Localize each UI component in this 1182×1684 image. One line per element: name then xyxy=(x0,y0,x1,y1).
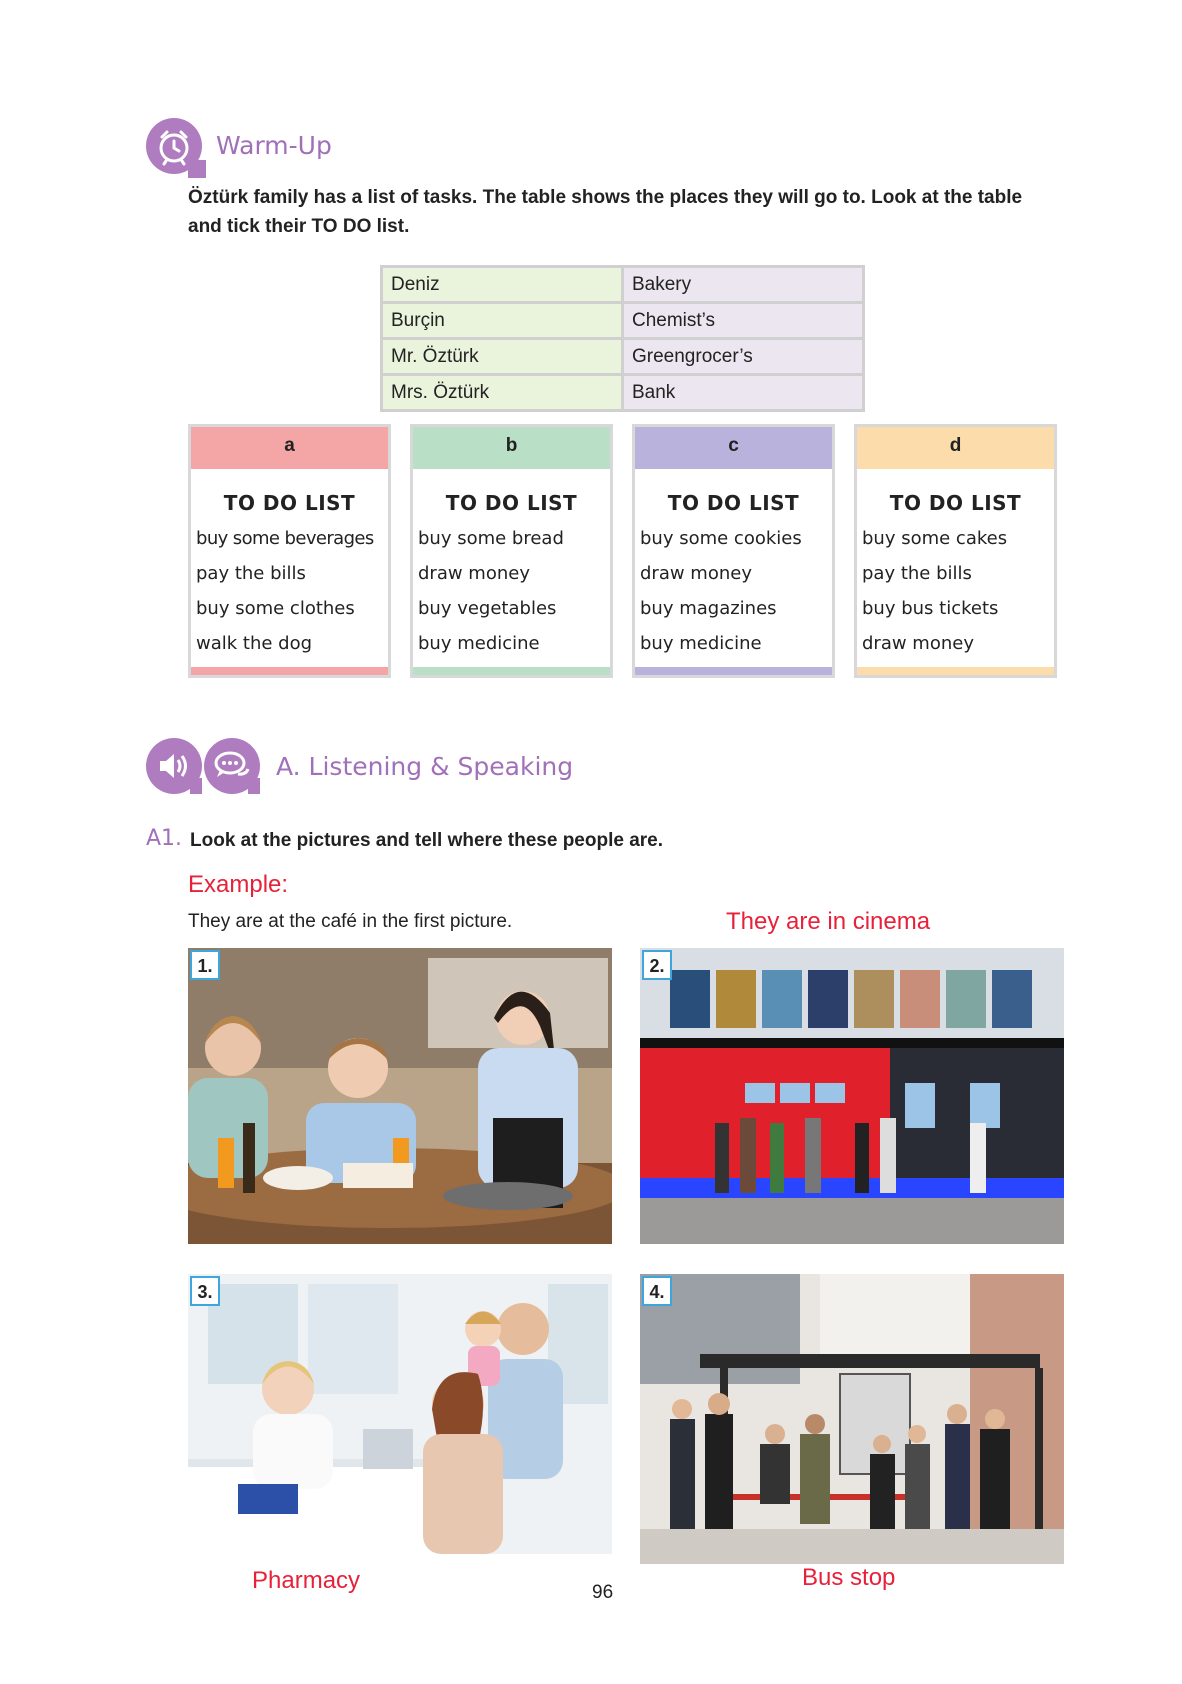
photo-number: 1. xyxy=(190,950,220,980)
list-item: buy bus tickets xyxy=(862,598,999,619)
list-item: buy some cakes xyxy=(862,528,1008,549)
speech-bubble-icon xyxy=(204,738,260,794)
a1-label: A1. xyxy=(146,826,183,851)
card-footer-bar xyxy=(191,667,388,675)
list-item: buy magazines xyxy=(640,598,777,619)
photo-number: 3. xyxy=(190,1276,220,1306)
card-footer-bar xyxy=(413,667,610,675)
todo-card-b[interactable] xyxy=(410,424,613,678)
places-table xyxy=(380,265,865,412)
listening-title: A. Listening & Speaking xyxy=(276,752,574,781)
card-footer-bar xyxy=(857,667,1054,675)
todo-card-a[interactable] xyxy=(188,424,391,678)
answer-photo-2: They are in cinema xyxy=(726,908,931,935)
answer-photo-3: Pharmacy xyxy=(252,1567,361,1594)
pharmacy-photo xyxy=(188,1274,612,1554)
example-label: Example: xyxy=(188,871,289,898)
place-name: Bank xyxy=(624,376,862,409)
place-name: Greengrocer’s xyxy=(624,340,862,373)
list-item: pay the bills xyxy=(862,563,972,584)
card-letter: d xyxy=(857,427,1054,469)
table-row xyxy=(383,376,862,409)
page-number: 96 xyxy=(592,1582,614,1603)
todo-title: TO DO LIST xyxy=(223,491,356,515)
list-item: walk the dog xyxy=(196,633,313,654)
table-row xyxy=(383,340,862,373)
cinema-photo xyxy=(640,948,1064,1244)
warmup-instruction: Öztürk family has a list of tasks. The table shows the places they will go to. Look at the table and tick their TO DO list. xyxy=(188,187,1023,237)
photo-number: 4. xyxy=(642,1276,672,1306)
place-name: Bakery xyxy=(624,268,862,301)
warmup-title: Warm-Up xyxy=(216,131,332,160)
todo-title: TO DO LIST xyxy=(667,491,800,515)
list-item: buy medicine xyxy=(640,633,762,654)
card-letter: a xyxy=(191,427,388,469)
card-footer-bar xyxy=(635,667,832,675)
list-item: buy vegetables xyxy=(418,598,557,619)
list-item: pay the bills xyxy=(196,563,306,584)
a1-instruction: Look at the pictures and tell where these people are. xyxy=(190,830,664,851)
todo-title: TO DO LIST xyxy=(889,491,1022,515)
list-item: draw money xyxy=(418,563,530,584)
table-row xyxy=(383,268,862,301)
list-item: buy some clothes xyxy=(196,598,355,619)
list-item: buy some bread xyxy=(418,528,564,549)
list-item: buy some cookies xyxy=(640,528,802,549)
list-item: draw money xyxy=(640,563,752,584)
answer-photo-4: Bus stop xyxy=(802,1564,896,1591)
cafe-photo xyxy=(188,948,612,1244)
person-name: Mrs. Öztürk xyxy=(383,376,621,409)
card-letter: c xyxy=(635,427,832,469)
speaker-icon xyxy=(146,738,202,794)
list-item: draw money xyxy=(862,633,974,654)
todo-title: TO DO LIST xyxy=(445,491,578,515)
place-name: Chemist’s xyxy=(624,304,862,337)
person-name: Burçin xyxy=(383,304,621,337)
list-item: buy some beverages xyxy=(196,528,374,549)
alarm-clock-icon xyxy=(146,118,202,174)
photo-number: 2. xyxy=(642,950,672,980)
example-text: They are at the café in the first picture. xyxy=(188,911,513,932)
person-name: Deniz xyxy=(383,268,621,301)
todo-card-c[interactable] xyxy=(632,424,835,678)
person-name: Mr. Öztürk xyxy=(383,340,621,373)
list-item: buy medicine xyxy=(418,633,540,654)
card-letter: b xyxy=(413,427,610,469)
table-row xyxy=(383,304,862,337)
todo-card-d[interactable] xyxy=(854,424,1057,678)
bus-stop-photo xyxy=(640,1274,1064,1564)
